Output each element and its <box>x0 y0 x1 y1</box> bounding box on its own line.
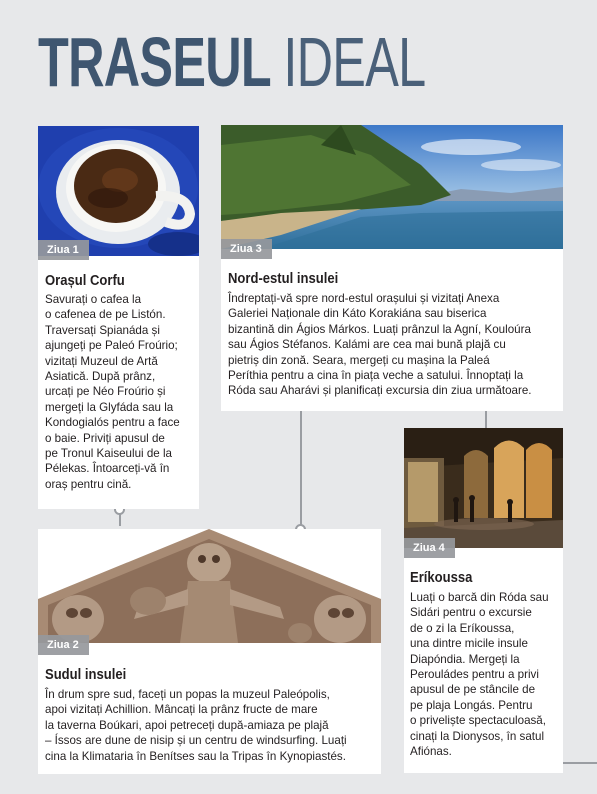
gorgon-pediment-photo <box>38 529 381 643</box>
coffee-cup-photo <box>38 126 199 256</box>
day-4-description: Luați o barcă din Róda sau Sidári pentru o excursie de o zi la Eríkoussa, una dintre micile insule Diapóndia. Mergeți la Perouládes pentru a privi apusul de pe stâncile de pe plaja Longás. Pentru o priveliște spectaculoasă, cinați la Dionysos, în satul Afiónas. <box>410 591 549 759</box>
page-title <box>38 22 425 102</box>
day-4-heading: Eríkoussa <box>410 570 473 586</box>
title-light-word: IDEAL <box>283 23 426 101</box>
connector-day4 <box>557 762 597 764</box>
day-3-card <box>221 125 563 411</box>
day-2-card <box>38 529 381 774</box>
coastline-photo <box>221 125 563 249</box>
day-2-description: În drum spre sud, faceți un popas la muzeul Paleópolis, apoi vizitați Achillion. Mâncați la prânz fructe de mare la taverna Boúkari, apoi petreceți după-amiaza pe plajă – Íssos are dune de nisip și un centru de windsurfing. Luați cina la Klimataria în Benítses sau la Tripas în Kynopiastés. <box>45 688 347 763</box>
day-1-label: Ziua 1 <box>38 240 89 260</box>
day-2-heading: Sudul insulei <box>45 667 127 683</box>
day-4-card <box>404 428 563 773</box>
day-1-description: Savurați o cafea la o cafenea de pe Listón. Traversați Spianáda și ajungeți pe Paleó Froúrio; vizitați Muzeul de Artă Asiatică. După prânz, urcați pe Néo Froúrio și mergeți la Glyfáda sau la Kondogialós pentru a face o baie. Priviți apusul de pe Tronul Kaiseului de la Pélekas. Întoarceți-vă în oraș pentru cină. <box>45 293 180 491</box>
day-1-heading: Orașul Corfu <box>45 273 125 289</box>
arcade-street-photo <box>404 428 563 548</box>
day-4-label: Ziua 4 <box>404 538 455 558</box>
title-bold-word: TRASEUL <box>38 23 271 101</box>
day-3-label: Ziua 3 <box>221 239 272 259</box>
connector-day3 <box>300 410 302 526</box>
day-3-description: Îndreptați-vă spre nord-estul orașului și vizitați Anexa Galeriei Naționale din Káto Korakiána sau biserica bizantină din Ágios Márkos. Luați prânzul la Agní, Kouloúra sau Ágios Stéfanos. Kalámi are cea mai bună plajă cu pietriș din zonă. Seara, mergeți cu mașina la Paleá Períthia pentru a cina în piața veche a satului. Înnoptați la Róda sau Aharávi și planificați excursia din ziua următoare. <box>228 292 532 398</box>
day-1-card <box>38 126 199 509</box>
day-3-heading: Nord-estul insulei <box>228 271 339 287</box>
day-2-label: Ziua 2 <box>38 635 89 655</box>
connector-day3-right <box>485 410 487 428</box>
